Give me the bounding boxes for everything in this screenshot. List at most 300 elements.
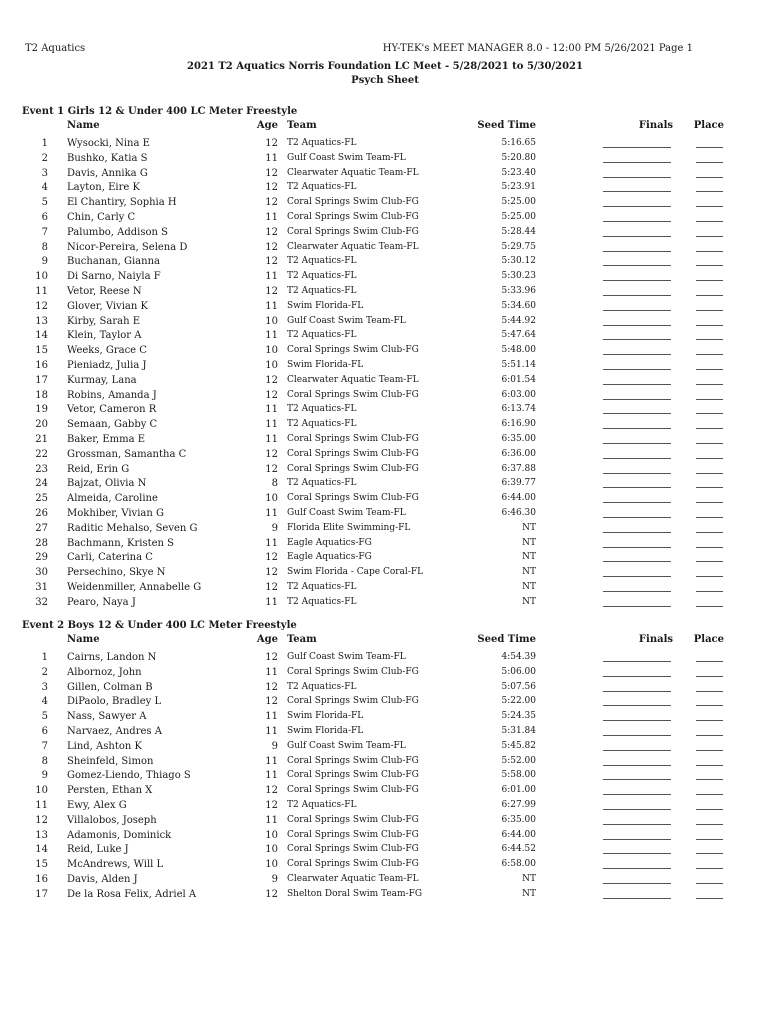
- swimmer-age: 12: [265, 799, 278, 811]
- swimmer-name: Kurmay, Lana: [67, 374, 137, 386]
- team-name: Coral Springs Swim Club-FG: [287, 829, 419, 840]
- place-blank: [696, 316, 723, 326]
- place-blank: [696, 168, 723, 178]
- place-blank: [696, 227, 723, 237]
- swimmer-name: Pearo, Naya J: [67, 596, 136, 608]
- place-blank: [696, 138, 723, 148]
- swimmer-age: 11: [265, 537, 278, 549]
- finals-blank: [603, 859, 671, 869]
- col-name: Name: [67, 120, 100, 131]
- swimmer-name: Wysocki, Nina E: [67, 138, 150, 149]
- swimmer-name: Lind, Ashton K: [67, 740, 142, 752]
- place-blank: [696, 830, 723, 840]
- swimmer-name: Kirby, Sarah E: [67, 315, 141, 327]
- table-row: [0, 769, 770, 784]
- table-row: [0, 814, 770, 829]
- finals-blank: [603, 582, 671, 592]
- team-name: Coral Springs Swim Club-FG: [287, 197, 419, 208]
- place-blank: [696, 390, 723, 400]
- swimmer-age: 11: [265, 596, 278, 608]
- seed-time: 5:22.00: [501, 696, 536, 707]
- seed-time: 6:01.54: [501, 374, 536, 385]
- entry-number: 22: [35, 448, 48, 460]
- table-row: [0, 695, 770, 710]
- team-name: T2 Aquatics-FL: [287, 581, 357, 592]
- finals-blank: [603, 138, 671, 148]
- entry-number: 5: [41, 711, 48, 723]
- swimmer-name: McAndrews, Will L: [67, 859, 164, 871]
- team-name: Swim Florida-FL: [287, 711, 364, 722]
- table-row: [0, 740, 770, 755]
- swimmer-name: DiPaolo, Bradley L: [67, 696, 162, 708]
- finals-blank: [603, 419, 671, 429]
- place-blank: [696, 726, 723, 736]
- finals-blank: [603, 652, 671, 662]
- team-name: Swim Florida-FL: [287, 725, 364, 736]
- seed-time: 6:44.52: [501, 844, 536, 855]
- swimmer-name: El Chantiry, Sophia H: [67, 197, 177, 209]
- seed-time: 5:29.75: [501, 241, 536, 252]
- table-row: [0, 181, 770, 196]
- swimmer-age: 11: [265, 152, 278, 164]
- table-row: [0, 858, 770, 873]
- place-blank: [696, 182, 723, 192]
- swimmer-age: 11: [265, 711, 278, 723]
- finals-blank: [603, 726, 671, 736]
- table-row: [0, 799, 770, 814]
- finals-blank: [603, 538, 671, 548]
- entry-number: 6: [41, 211, 48, 223]
- finals-blank: [603, 375, 671, 385]
- entry-number: 9: [41, 770, 48, 782]
- swimmer-age: 12: [265, 182, 278, 194]
- table-row: [0, 359, 770, 374]
- table-row: [0, 463, 770, 478]
- swimmer-age: 12: [265, 138, 278, 149]
- table-row: [0, 403, 770, 418]
- table-row: [0, 418, 770, 433]
- place-blank: [696, 419, 723, 429]
- seed-time: 5:34.60: [501, 300, 536, 311]
- team-name: T2 Aquatics-FL: [287, 138, 357, 148]
- entry-number: 25: [35, 493, 48, 505]
- team-name: Clearwater Aquatic Team-FL: [287, 167, 419, 178]
- team-name: Clearwater Aquatic Team-FL: [287, 873, 419, 884]
- entry-number: 10: [35, 271, 48, 283]
- place-blank: [696, 212, 723, 222]
- seed-time: 6:01.00: [501, 785, 536, 796]
- swimmer-age: 10: [265, 315, 278, 327]
- team-name: Coral Springs Swim Club-FG: [287, 226, 419, 237]
- seed-time: 5:23.40: [501, 167, 536, 178]
- table-row: [0, 241, 770, 256]
- table-row: [0, 329, 770, 344]
- seed-time: NT: [522, 552, 536, 563]
- table-row: [0, 448, 770, 463]
- swimmer-name: Klein, Taylor A: [67, 330, 142, 342]
- place-blank: [696, 552, 723, 562]
- finals-blank: [603, 844, 671, 854]
- swimmer-age: 9: [271, 522, 278, 534]
- swimmer-age: 12: [265, 552, 278, 564]
- entry-number: 13: [35, 829, 48, 841]
- team-name: T2 Aquatics-FL: [287, 404, 357, 415]
- swimmer-age: 11: [265, 300, 278, 312]
- event-1-title: Event 1 Girls 12 & Under 400 LC Meter Freestyle: [22, 106, 298, 117]
- table-row: [0, 492, 770, 507]
- swimmer-name: Mokhiber, Vivian G: [67, 507, 164, 519]
- place-blank: [696, 523, 723, 533]
- table-row: [0, 651, 770, 666]
- entry-number: 17: [35, 888, 48, 900]
- team-name: Gulf Coast Swim Team-FL: [287, 652, 406, 662]
- swimmer-name: Persten, Ethan X: [67, 785, 153, 797]
- finals-blank: [603, 286, 671, 296]
- team-name: Coral Springs Swim Club-FG: [287, 859, 419, 870]
- col-age: Age: [256, 634, 278, 645]
- finals-blank: [603, 508, 671, 518]
- team-name: T2 Aquatics-FL: [287, 799, 357, 810]
- seed-time: 5:33.96: [501, 285, 536, 296]
- team-name: Coral Springs Swim Club-FG: [287, 463, 419, 474]
- team-name: Coral Springs Swim Club-FG: [287, 345, 419, 356]
- swimmer-name: Buchanan, Gianna: [67, 256, 160, 268]
- swimmer-name: Chin, Carly C: [67, 211, 136, 223]
- finals-blank: [603, 464, 671, 474]
- seed-time: 5:48.00: [501, 345, 536, 356]
- seed-time: 5:30.23: [501, 271, 536, 282]
- swimmer-age: 12: [265, 285, 278, 297]
- place-blank: [696, 464, 723, 474]
- seed-time: NT: [522, 888, 536, 899]
- seed-time: 6:35.00: [501, 814, 536, 825]
- team-name: Coral Springs Swim Club-FG: [287, 433, 419, 444]
- table-row: [0, 196, 770, 211]
- seed-time: 5:24.35: [501, 711, 536, 722]
- entry-number: 14: [35, 330, 48, 342]
- entry-number: 6: [41, 725, 48, 737]
- finals-blank: [603, 756, 671, 766]
- finals-blank: [603, 682, 671, 692]
- entry-number: 8: [41, 755, 48, 767]
- swimmer-age: 11: [265, 666, 278, 678]
- table-row: [0, 710, 770, 725]
- finals-blank: [603, 168, 671, 178]
- team-name: Eagle Aquatics-FG: [287, 552, 372, 563]
- team-name: Coral Springs Swim Club-FG: [287, 785, 419, 796]
- place-blank: [696, 345, 723, 355]
- psych-sheet-title: Psych Sheet: [351, 75, 419, 86]
- event-1-column-header: [0, 120, 770, 134]
- finals-blank: [603, 301, 671, 311]
- table-row: [0, 537, 770, 552]
- place-blank: [696, 493, 723, 503]
- event-2-title: Event 2 Boys 12 & Under 400 LC Meter Freestyle: [22, 620, 297, 631]
- seed-time: 6:16.90: [501, 419, 536, 430]
- swimmer-age: 11: [265, 433, 278, 445]
- event-2-rows: [0, 651, 770, 903]
- place-blank: [696, 667, 723, 677]
- header-right: HY-TEK's MEET MANAGER 8.0 - 12:00 PM 5/26/2021 Page 1: [382, 43, 693, 54]
- entry-number: 20: [35, 419, 48, 431]
- place-blank: [696, 256, 723, 266]
- team-name: Coral Springs Swim Club-FG: [287, 770, 419, 781]
- swimmer-name: Weidenmiller, Annabelle G: [67, 581, 202, 593]
- entry-number: 14: [35, 844, 48, 856]
- table-row: [0, 725, 770, 740]
- seed-time: NT: [522, 537, 536, 548]
- finals-blank: [603, 212, 671, 222]
- finals-blank: [603, 667, 671, 677]
- finals-blank: [603, 800, 671, 810]
- place-blank: [696, 652, 723, 662]
- col-place: Place: [693, 120, 724, 131]
- swimmer-name: Persechino, Skye N: [67, 567, 166, 579]
- place-blank: [696, 859, 723, 869]
- seed-time: 6:46.30: [501, 507, 536, 518]
- seed-time: 6:36.00: [501, 448, 536, 459]
- place-blank: [696, 597, 723, 607]
- entry-number: 12: [35, 814, 48, 826]
- entry-number: 30: [35, 567, 48, 579]
- swimmer-age: 11: [265, 271, 278, 283]
- team-name: T2 Aquatics-FL: [287, 285, 357, 296]
- finals-blank: [603, 360, 671, 370]
- swimmer-age: 11: [265, 755, 278, 767]
- swimmer-age: 11: [265, 725, 278, 737]
- entry-number: 3: [41, 167, 48, 179]
- entry-number: 2: [41, 152, 48, 164]
- table-row: [0, 681, 770, 696]
- seed-time: 4:54.39: [501, 652, 536, 662]
- seed-time: 6:39.77: [501, 478, 536, 489]
- entry-number: 19: [35, 404, 48, 416]
- team-name: Gulf Coast Swim Team-FL: [287, 152, 406, 163]
- col-name: Name: [67, 634, 100, 645]
- entry-number: 17: [35, 374, 48, 386]
- team-name: Gulf Coast Swim Team-FL: [287, 740, 406, 751]
- seed-time: NT: [522, 522, 536, 533]
- col-team: Team: [287, 120, 317, 131]
- swimmer-name: Gillen, Colman B: [67, 681, 153, 693]
- seed-time: 5:23.91: [501, 182, 536, 193]
- entry-number: 9: [41, 256, 48, 268]
- seed-time: 6:44.00: [501, 829, 536, 840]
- swimmer-name: Villalobos, Joseph: [67, 814, 157, 826]
- place-blank: [696, 508, 723, 518]
- finals-blank: [603, 345, 671, 355]
- seed-time: 5:51.14: [501, 359, 536, 370]
- swimmer-name: Nass, Sawyer A: [67, 711, 147, 723]
- table-row: [0, 389, 770, 404]
- place-blank: [696, 567, 723, 577]
- seed-time: 5:47.64: [501, 330, 536, 341]
- table-row: [0, 784, 770, 799]
- place-blank: [696, 301, 723, 311]
- entry-number: 1: [41, 138, 48, 149]
- table-row: [0, 211, 770, 226]
- entry-number: 29: [35, 552, 48, 564]
- place-blank: [696, 375, 723, 385]
- team-name: Coral Springs Swim Club-FG: [287, 448, 419, 459]
- team-name: Shelton Doral Swim Team-FG: [287, 888, 423, 899]
- place-blank: [696, 711, 723, 721]
- swimmer-age: 12: [265, 241, 278, 253]
- entry-number: 1: [41, 652, 48, 663]
- swimmer-name: Di Sarno, Naiyla F: [67, 271, 161, 283]
- swimmer-name: Weeks, Grace C: [67, 345, 147, 357]
- finals-blank: [603, 449, 671, 459]
- swimmer-name: Pieniadz, Julia J: [67, 359, 147, 371]
- finals-blank: [603, 227, 671, 237]
- place-blank: [696, 770, 723, 780]
- seed-time: 5:16.65: [501, 138, 536, 148]
- finals-blank: [603, 567, 671, 577]
- entry-number: 8: [41, 241, 48, 253]
- table-row: [0, 374, 770, 389]
- seed-time: 5:28.44: [501, 226, 536, 237]
- seed-time: 5:07.56: [501, 681, 536, 692]
- seed-time: 6:27.99: [501, 799, 536, 810]
- seed-time: 5:25.00: [501, 211, 536, 222]
- swimmer-name: Nicor-Pereira, Selena D: [67, 241, 188, 253]
- meet-title: 2021 T2 Aquatics Norris Foundation LC Meet - 5/28/2021 to 5/30/2021: [187, 61, 583, 72]
- swimmer-name: Bushko, Katia S: [67, 152, 148, 164]
- seed-time: NT: [522, 581, 536, 592]
- place-blank: [696, 889, 723, 899]
- swimmer-name: Gomez-Liendo, Thiago S: [67, 770, 191, 782]
- finals-blank: [603, 271, 671, 281]
- entry-number: 3: [41, 681, 48, 693]
- table-row: [0, 477, 770, 492]
- place-blank: [696, 815, 723, 825]
- table-row: [0, 433, 770, 448]
- swimmer-age: 12: [265, 581, 278, 593]
- finals-blank: [603, 770, 671, 780]
- place-blank: [696, 330, 723, 340]
- swimmer-age: 12: [265, 652, 278, 663]
- swimmer-age: 12: [265, 567, 278, 579]
- place-blank: [696, 153, 723, 163]
- place-blank: [696, 197, 723, 207]
- entry-number: 12: [35, 300, 48, 312]
- seed-time: 6:13.74: [501, 404, 536, 415]
- swimmer-age: 10: [265, 493, 278, 505]
- place-blank: [696, 582, 723, 592]
- swimmer-name: Sheinfeld, Simon: [67, 755, 154, 767]
- seed-time: 6:03.00: [501, 389, 536, 400]
- seed-time: 6:44.00: [501, 493, 536, 504]
- team-name: T2 Aquatics-FL: [287, 271, 357, 282]
- swimmer-age: 12: [265, 226, 278, 238]
- team-name: Florida Elite Swimming-FL: [287, 522, 411, 533]
- table-row: [0, 255, 770, 270]
- seed-time: 5:20.80: [501, 152, 536, 163]
- team-name: Coral Springs Swim Club-FG: [287, 211, 419, 222]
- entry-number: 26: [35, 507, 48, 519]
- finals-blank: [603, 404, 671, 414]
- entry-number: 7: [41, 740, 48, 752]
- place-blank: [696, 271, 723, 281]
- table-row: [0, 581, 770, 596]
- swimmer-age: 11: [265, 770, 278, 782]
- entry-number: 16: [35, 359, 48, 371]
- table-row: [0, 829, 770, 844]
- entry-number: 2: [41, 666, 48, 678]
- swimmer-age: 12: [265, 888, 278, 900]
- seed-time: NT: [522, 873, 536, 884]
- team-name: T2 Aquatics-FL: [287, 596, 357, 607]
- swimmer-name: Ewy, Alex G: [67, 799, 127, 811]
- swimmer-age: 12: [265, 785, 278, 797]
- finals-blank: [603, 696, 671, 706]
- swimmer-age: 11: [265, 814, 278, 826]
- place-blank: [696, 434, 723, 444]
- team-name: Swim Florida-FL: [287, 359, 364, 370]
- team-name: T2 Aquatics-FL: [287, 478, 357, 489]
- team-name: Gulf Coast Swim Team-FL: [287, 507, 406, 518]
- team-name: Eagle Aquatics-FG: [287, 537, 372, 548]
- finals-blank: [603, 182, 671, 192]
- swimmer-age: 11: [265, 507, 278, 519]
- table-row: [0, 666, 770, 681]
- entry-number: 13: [35, 315, 48, 327]
- table-row: [0, 285, 770, 300]
- finals-blank: [603, 741, 671, 751]
- swimmer-name: Bajzat, Olivia N: [67, 478, 147, 490]
- col-seed: Seed Time: [477, 634, 536, 645]
- team-name: Coral Springs Swim Club-FG: [287, 755, 419, 766]
- place-blank: [696, 360, 723, 370]
- table-row: [0, 755, 770, 770]
- table-row: [0, 522, 770, 537]
- finals-blank: [603, 889, 671, 899]
- swimmer-age: 11: [265, 419, 278, 431]
- seed-time: 5:06.00: [501, 666, 536, 677]
- finals-blank: [603, 316, 671, 326]
- seed-time: 5:31.84: [501, 725, 536, 736]
- team-name: Swim Florida - Cape Coral-FL: [287, 567, 424, 578]
- event-2-column-header: [0, 634, 770, 648]
- seed-time: NT: [522, 567, 536, 578]
- col-finals: Finals: [638, 120, 673, 131]
- swimmer-age: 12: [265, 197, 278, 209]
- swimmer-name: Reid, Erin G: [67, 463, 130, 475]
- finals-blank: [603, 256, 671, 266]
- table-row: [0, 300, 770, 315]
- swimmer-age: 11: [265, 404, 278, 416]
- finals-blank: [603, 242, 671, 252]
- table-row: [0, 888, 770, 903]
- place-blank: [696, 785, 723, 795]
- table-row: [0, 596, 770, 611]
- finals-blank: [603, 434, 671, 444]
- seed-time: NT: [522, 596, 536, 607]
- col-finals: Finals: [638, 634, 673, 645]
- swimmer-age: 8: [271, 478, 278, 490]
- team-name: Clearwater Aquatic Team-FL: [287, 374, 419, 385]
- swimmer-age: 12: [265, 374, 278, 386]
- table-row: [0, 507, 770, 522]
- entry-number: 31: [35, 581, 48, 593]
- place-blank: [696, 449, 723, 459]
- team-name: Coral Springs Swim Club-FG: [287, 389, 419, 400]
- team-name: Coral Springs Swim Club-FG: [287, 814, 419, 825]
- entry-number: 15: [35, 345, 48, 357]
- seed-time: 5:45.82: [501, 740, 536, 751]
- swimmer-age: 12: [265, 463, 278, 475]
- swimmer-name: Carli, Caterina C: [67, 552, 153, 564]
